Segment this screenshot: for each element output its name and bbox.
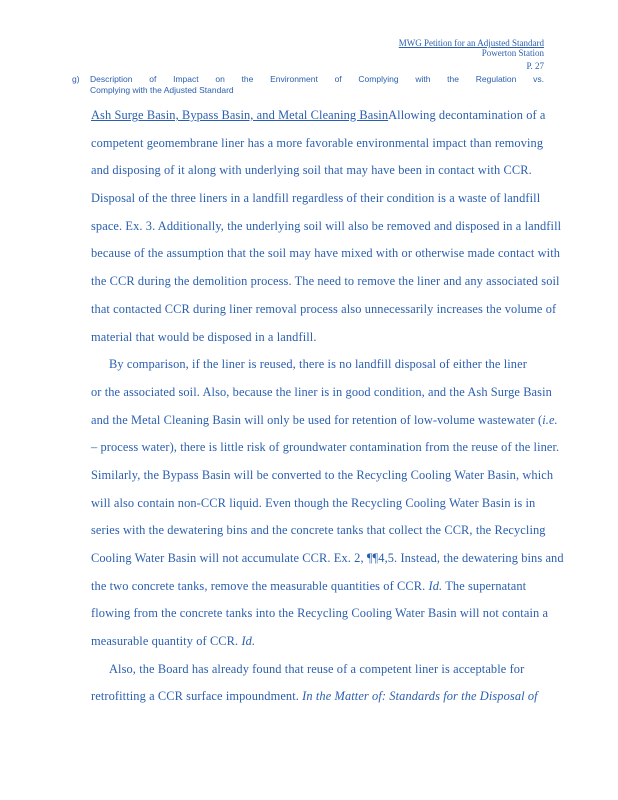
body-line: series with the dewatering bins and the concrete tanks that collect the CCR, the Recycling: [91, 523, 546, 538]
section-title: [90, 74, 544, 96]
body-line: [91, 685, 563, 713]
body-line: material that would be disposed in a landfill.: [91, 329, 317, 344]
section-title-line-2: Complying with the Adjusted Standard: [90, 85, 234, 95]
document-body: [91, 104, 563, 713]
body-line: By comparison, if the liner is reused, there is no landfill disposal of either the liner: [109, 357, 527, 372]
body-text: the two concrete tanks, remove the measurable quantities of CCR.: [91, 578, 426, 593]
body-line: because of the assumption that the soil may have mixed with or otherwise made contact with: [91, 246, 561, 261]
section-title-line-1: Description of Impact on the Environment of Complying with the Regulation vs.: [90, 74, 544, 84]
body-text: The supernatant: [445, 578, 527, 593]
header-petition-title: MWG Petition for an Adjusted Standard: [398, 38, 544, 48]
body-line: that contacted CCR during liner removal process also unnecessarily increases the volume of: [91, 301, 557, 316]
body-line: competent geomembrane liner has a more favorable environmental impact than removing: [91, 135, 544, 150]
body-text: measurable quantity of CCR.: [91, 634, 239, 649]
section-label: g): [72, 74, 80, 84]
header-page-number: P. 27: [526, 61, 544, 71]
citation-id: Id.: [428, 578, 443, 593]
body-line: flowing from the concrete tanks into the Recycling Cooling Water Basin will not contain a: [91, 606, 549, 621]
citation-id: Id.: [241, 634, 256, 649]
body-line: [91, 104, 563, 132]
body-line: Also, the Board has already found that reuse of a competent liner is acceptable for: [109, 661, 525, 676]
italic-ie: i.e.: [542, 412, 558, 427]
body-line: – process water), there is little risk of groundwater contamination from the reuse of the liner.: [91, 440, 560, 455]
subheading-basins: Ash Surge Basin, Bypass Basin, and Metal Cleaning Basin: [91, 108, 389, 122]
body-line: Cooling Water Basin will not accumulate CCR. Ex. 2, ¶¶4,5. Instead, the dewatering bins and: [91, 551, 564, 565]
body-text: and the Metal Cleaning Basin will only be used for retention of low-volume wastewater (: [91, 412, 543, 427]
body-line: [91, 409, 563, 437]
header-station: Powerton Station: [481, 48, 544, 58]
body-line: and disposing of it along with underlying soil that may have been in contact with CCR.: [91, 163, 532, 178]
body-text: retrofitting a CCR surface impoundment.: [91, 689, 299, 704]
case-citation: In the Matter of: Standards for the Disposal of: [302, 689, 538, 704]
body-line: Similarly, the Bypass Basin will be converted to the Recycling Cooling Water Basin, which: [91, 467, 554, 482]
body-line: the CCR during the demolition process. The need to remove the liner and any associated soil: [91, 274, 560, 289]
body-line: or the associated soil. Also, because the liner is in good condition, and the Ash Surge Basin: [91, 384, 552, 399]
body-line: will also contain non-CCR liquid. Even though the Recycling Cooling Water Basin is in: [91, 495, 536, 510]
body-line: Disposal of the three liners in a landfill regardless of their condition is a waste of landfill: [91, 191, 541, 206]
body-line: [91, 575, 563, 603]
body-line: space. Ex. 3. Additionally, the underlying soil will also be removed and disposed in a landfill: [91, 218, 562, 233]
body-text: Allowing decontamination of a: [388, 108, 546, 122]
body-line: [91, 630, 563, 658]
